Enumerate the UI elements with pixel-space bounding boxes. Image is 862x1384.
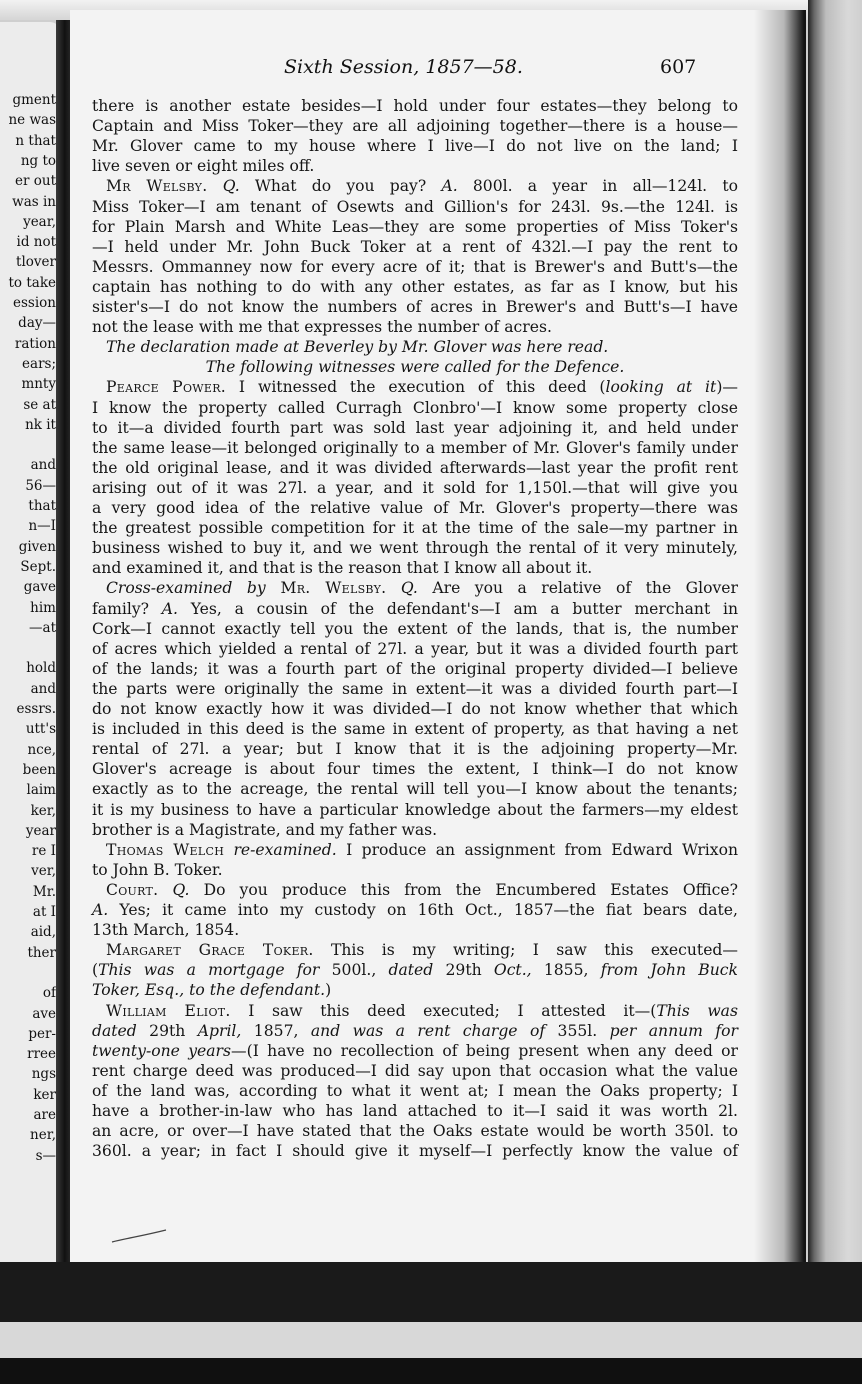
- facing-page-text: ngs: [31, 1066, 56, 1083]
- text-line: [92, 880, 738, 900]
- text-run: from John Buck: [600, 961, 738, 980]
- text-run: for Plain Marsh and White Leas—they are some properties of Miss Toker's: [92, 217, 738, 236]
- text-run: rental of 27l. a year; but I know that it is the adjoining property—Mr.: [92, 740, 738, 759]
- text-run: it is my business to have a particular knowledge about the farmers—my eldest: [92, 800, 738, 819]
- text-line: [92, 116, 738, 136]
- text-run: Do you produce this from the Encumbered Estates Office?: [189, 880, 738, 899]
- text-run: I produce an assignment from Edward Wrixon: [336, 840, 739, 859]
- text-line: [92, 980, 738, 1000]
- text-run: A.: [426, 177, 458, 196]
- text-run: Yes, a cousin of the defendant's—I am a butter merchant in: [177, 599, 738, 618]
- facing-page-text: to take: [8, 274, 56, 291]
- text-run: Mr Welsby.: [106, 177, 208, 196]
- running-head: [70, 56, 806, 80]
- text-run: —I held under Mr. John Buck Toker at a rent of 432l.—I pay the rent to: [92, 237, 738, 256]
- facing-page-text: hold: [26, 660, 56, 677]
- text-run: What do you pay?: [239, 177, 427, 196]
- text-line: [92, 156, 738, 176]
- page-number: 607: [660, 56, 697, 78]
- facing-page-text: per-: [28, 1025, 56, 1042]
- text-line: [92, 96, 738, 116]
- facing-page-text: ration: [14, 335, 56, 352]
- text-line: [92, 639, 738, 659]
- text-line: [92, 438, 738, 458]
- text-line: [92, 739, 738, 759]
- text-run: the old original lease, and it was divided afterwards—last year the profit rent: [92, 458, 738, 477]
- facing-page-text: him: [30, 599, 56, 616]
- facing-page-text: ession: [13, 295, 56, 311]
- text-run: —(I have no recollection of being present when any deed or: [231, 1041, 738, 1060]
- text-run: 355l.: [545, 1021, 610, 1040]
- text-run: I know the property called Curragh Clonbro'—I know some property close: [92, 398, 738, 417]
- text-run: Toker, Esq., to the defendant.: [92, 981, 326, 1000]
- text-run: Pearce Power.: [106, 378, 227, 397]
- text-run: family?: [92, 599, 149, 618]
- facing-page-text: aid,: [30, 924, 56, 941]
- text-line: [92, 800, 738, 820]
- text-line: [92, 659, 738, 679]
- text-run: rent charge deed was produced—I did say upon that occasion what the value: [92, 1061, 738, 1080]
- text-run: the greatest possible competition for it at the time of the sale—my partner in: [92, 519, 738, 538]
- facing-page-text: was in: [12, 193, 56, 210]
- text-line: [92, 498, 738, 518]
- text-line: [92, 820, 738, 840]
- text-run: Glover's acreage is about four times the extent, I think—I do not know: [92, 760, 738, 779]
- facing-page-text: Mr.: [32, 883, 56, 900]
- text-line: [92, 1041, 738, 1061]
- text-line: [92, 418, 738, 438]
- text-line: [92, 357, 738, 377]
- facing-page-text: —at: [29, 619, 56, 636]
- facing-page-text: se at: [23, 396, 56, 413]
- text-line: [92, 840, 738, 860]
- text-line: [92, 377, 738, 397]
- facing-page-text: are: [33, 1107, 56, 1123]
- text-line: [92, 699, 738, 719]
- facing-page-text: ner,: [30, 1127, 56, 1144]
- text-line: [92, 1141, 738, 1161]
- text-line: [92, 1121, 738, 1141]
- text-line: [92, 779, 738, 799]
- text-run: Q.: [158, 880, 190, 899]
- text-line: [92, 960, 738, 980]
- text-run: This was a mortgage for: [98, 961, 320, 980]
- text-run: A.: [92, 901, 109, 919]
- facing-page-text: ne was: [8, 112, 56, 129]
- facing-page-text: ker: [33, 1086, 56, 1103]
- text-run: Margaret Grace Toker.: [106, 941, 314, 960]
- text-line: [92, 538, 738, 558]
- text-run: April,: [197, 1021, 242, 1040]
- text-line: [92, 558, 738, 578]
- text-line: [92, 197, 738, 217]
- text-run: live seven or eight miles off.: [92, 157, 315, 176]
- text-run: A.: [149, 599, 178, 618]
- text-line: [92, 759, 738, 779]
- text-line: [92, 1001, 738, 1021]
- text-line: [92, 398, 738, 418]
- text-run: captain has nothing to do with any other estates, as far as I know, but his: [92, 277, 738, 296]
- text-run: )—: [716, 378, 738, 397]
- bottom-edge: [0, 1262, 862, 1384]
- text-run: dated: [388, 961, 434, 980]
- text-run: 13th March, 1854.: [92, 921, 240, 940]
- text-line: [92, 619, 738, 639]
- text-line: [92, 257, 738, 277]
- text-run: Yes; it came into my custody on 16th Oct., 1857—the fiat bears date,: [108, 901, 738, 919]
- text-line: [92, 578, 738, 598]
- text-run: of the land was, according to what it went at; I mean the Oaks property; I: [92, 1081, 738, 1100]
- text-run: of the lands; it was a fourth part of the original property divided—I believe: [92, 659, 738, 678]
- facing-page-text: 56—: [25, 477, 56, 494]
- text-line: [92, 277, 738, 297]
- text-run: is included in this deed is the same in extent of property, as that having a net: [92, 720, 738, 739]
- text-line: [92, 599, 738, 619]
- facing-page-text: gment: [12, 92, 56, 108]
- facing-page-text: ave: [32, 1005, 56, 1022]
- text-line: [92, 176, 738, 196]
- facing-page-text: n—I: [28, 518, 56, 535]
- text-run: the parts were originally the same in extent—it was a divided fourth part—I: [92, 679, 738, 698]
- text-run: The declaration made at Beverley by Mr. Glover was here read.: [106, 338, 609, 357]
- text-run: and examined it, and that is the reason that I know all about it.: [92, 559, 593, 578]
- text-run: Mr. Welsby.: [265, 579, 387, 598]
- text-line: [92, 237, 738, 257]
- facing-page-text: year,: [23, 213, 56, 230]
- text-run: sister's—I do not know the numbers of acres in Brewer's and Butt's—I have: [92, 298, 738, 316]
- text-run: an acre, or over—I have stated that the Oaks estate would be worth 350l. to: [92, 1122, 738, 1141]
- text-run: Are you a relative of the Glover: [417, 579, 738, 598]
- facing-page-text: been: [22, 761, 56, 778]
- text-run: 360l. a year; in fact I should give it myself—I perfectly know the value of: [92, 1142, 738, 1161]
- facing-page-text: given: [18, 538, 56, 555]
- text-line: [92, 920, 738, 940]
- facing-page-text: that: [28, 498, 56, 514]
- text-line: [92, 900, 738, 920]
- text-line: [92, 679, 738, 699]
- text-run: there is another estate besides—I hold under four estates—they belong to: [92, 97, 738, 115]
- facing-page-text: ng to: [20, 152, 56, 169]
- text-run: This was: [656, 1001, 738, 1020]
- text-run: of acres which yielded a rental of 27l. a year, but it was a divided fourth part: [92, 639, 738, 658]
- text-run: per annum for: [609, 1021, 738, 1040]
- pencil-mark-icon: [110, 1226, 170, 1246]
- text-run: 29th: [433, 961, 494, 980]
- facing-page-text: ver,: [31, 863, 56, 880]
- text-line: [92, 719, 738, 739]
- facing-page-text: laim: [26, 782, 56, 799]
- text-line: [92, 1061, 738, 1081]
- text-run: Captain and Miss Toker—they are all adjoining together—there is a house—: [92, 117, 738, 136]
- text-line: [92, 317, 738, 337]
- running-title: Sixth Session, 1857—58.: [284, 56, 523, 78]
- text-run: 1857,: [241, 1021, 311, 1040]
- text-line: [92, 297, 738, 317]
- text-run: Oct.,: [493, 961, 532, 980]
- text-run: I witnessed the execution of this deed (: [226, 378, 606, 397]
- text-line: [92, 940, 738, 960]
- text-run: Q.: [386, 579, 418, 598]
- text-line: [92, 1021, 738, 1041]
- text-run: to John B. Toker.: [92, 860, 223, 879]
- facing-page-text: ther: [27, 944, 56, 961]
- facing-page-text: and: [30, 680, 56, 697]
- facing-page-text: and: [30, 457, 56, 474]
- facing-page-text: Sept.: [20, 558, 56, 575]
- text-run: Q.: [207, 177, 240, 196]
- text-run: twenty-one years: [92, 1041, 232, 1060]
- facing-page-text: s—: [35, 1147, 56, 1164]
- text-run: ): [325, 981, 332, 1000]
- text-run: This is my writing; I saw this executed—: [313, 941, 738, 960]
- text-run: The following witnesses were called for the Defence.: [205, 358, 625, 377]
- text-run: and was a rent charge of: [310, 1021, 546, 1040]
- text-run: Cork—I cannot exactly tell you the extent of the lands, that is, the number: [92, 619, 738, 638]
- text-run: Messrs. Ommanney now for every acre of it; that is Brewer's and Butt's—the: [92, 257, 738, 276]
- text-run: do not know exactly how it was divided—I do not know whether that which: [92, 700, 738, 718]
- text-line: [92, 1101, 738, 1121]
- text-run: to it—a divided fourth part was sold last year adjoining it, and held under: [92, 418, 738, 437]
- text-line: [92, 478, 738, 498]
- text-run: have a brother-in-law who has land attached to it—I said it was worth 2l.: [92, 1102, 738, 1120]
- text-line: [92, 136, 738, 156]
- text-run: dated: [92, 1021, 137, 1040]
- text-run: I saw this deed executed; I attested it—(: [230, 1001, 657, 1020]
- text-run: business wished to buy it, and we went through the rental of it very minutely,: [92, 539, 738, 558]
- text-run: 500l.,: [319, 961, 389, 980]
- text-run: 29th: [136, 1021, 198, 1040]
- facing-page-text: nce,: [27, 741, 56, 758]
- facing-page-text: year: [25, 822, 56, 839]
- text-line: [92, 860, 738, 880]
- facing-page-text: tlover: [16, 254, 56, 271]
- text-run: exactly as to the acreage, the rental will tell you—I know about the tenants;: [92, 780, 738, 799]
- text-run: Court.: [106, 880, 159, 899]
- text-run: brother is a Magistrate, and my father was.: [92, 820, 438, 839]
- facing-page-text: nk it: [25, 416, 56, 433]
- text-run: William Eliot.: [106, 1001, 231, 1020]
- text-line: [92, 518, 738, 538]
- facing-page-text: at I: [32, 904, 56, 920]
- facing-page-text: gave: [23, 579, 56, 596]
- facing-page-text: id not: [16, 234, 56, 251]
- text-run: Miss Toker—I am tenant of Osewts and Gillion's for 243l. 9s.—the 124l. is: [92, 197, 738, 216]
- page-shadow: [754, 10, 806, 1272]
- facing-page-text: re I: [31, 843, 56, 860]
- text-run: not the lease with me that expresses the number of acres.: [92, 318, 552, 337]
- text-run: arising out of it was 27l. a year, and it sold for 1,150l.—that will give you: [92, 478, 738, 497]
- facing-page-text: n that: [15, 132, 56, 149]
- facing-page-text: rree: [27, 1046, 56, 1063]
- facing-page-text: day—: [18, 315, 56, 332]
- text-run: 1855,: [531, 961, 601, 980]
- facing-page-text: utt's: [25, 721, 56, 738]
- text-run: looking at it: [605, 378, 717, 397]
- text-run: Cross-examined by: [106, 579, 266, 598]
- text-run: Thomas Welch: [106, 840, 225, 859]
- facing-page-text: of: [42, 985, 56, 1002]
- book-edge: [808, 0, 862, 1290]
- text-line: [92, 217, 738, 237]
- text-line: [92, 1081, 738, 1101]
- facing-page-text: mnty: [21, 376, 56, 393]
- text-line: [92, 337, 738, 357]
- text-run: a very good idea of the relative value of Mr. Glover's property—there was: [92, 499, 738, 517]
- facing-page-text: ears;: [22, 355, 56, 372]
- facing-page-text: er out: [15, 173, 56, 190]
- facing-page-fragment: [0, 22, 60, 1274]
- facing-page-text: essrs.: [16, 701, 56, 717]
- text-run: Mr. Glover came to my house where I live—I do not live on the land; I: [92, 137, 738, 156]
- text-run: (: [92, 961, 99, 980]
- text-run: 800l. a year in all—124l. to: [457, 177, 739, 196]
- text-run: the same lease—it belonged originally to a member of Mr. Glover's family under: [92, 438, 738, 457]
- text-line: [92, 458, 738, 478]
- text-run: re-examined.: [224, 840, 337, 859]
- facing-page-text: ker,: [30, 802, 56, 819]
